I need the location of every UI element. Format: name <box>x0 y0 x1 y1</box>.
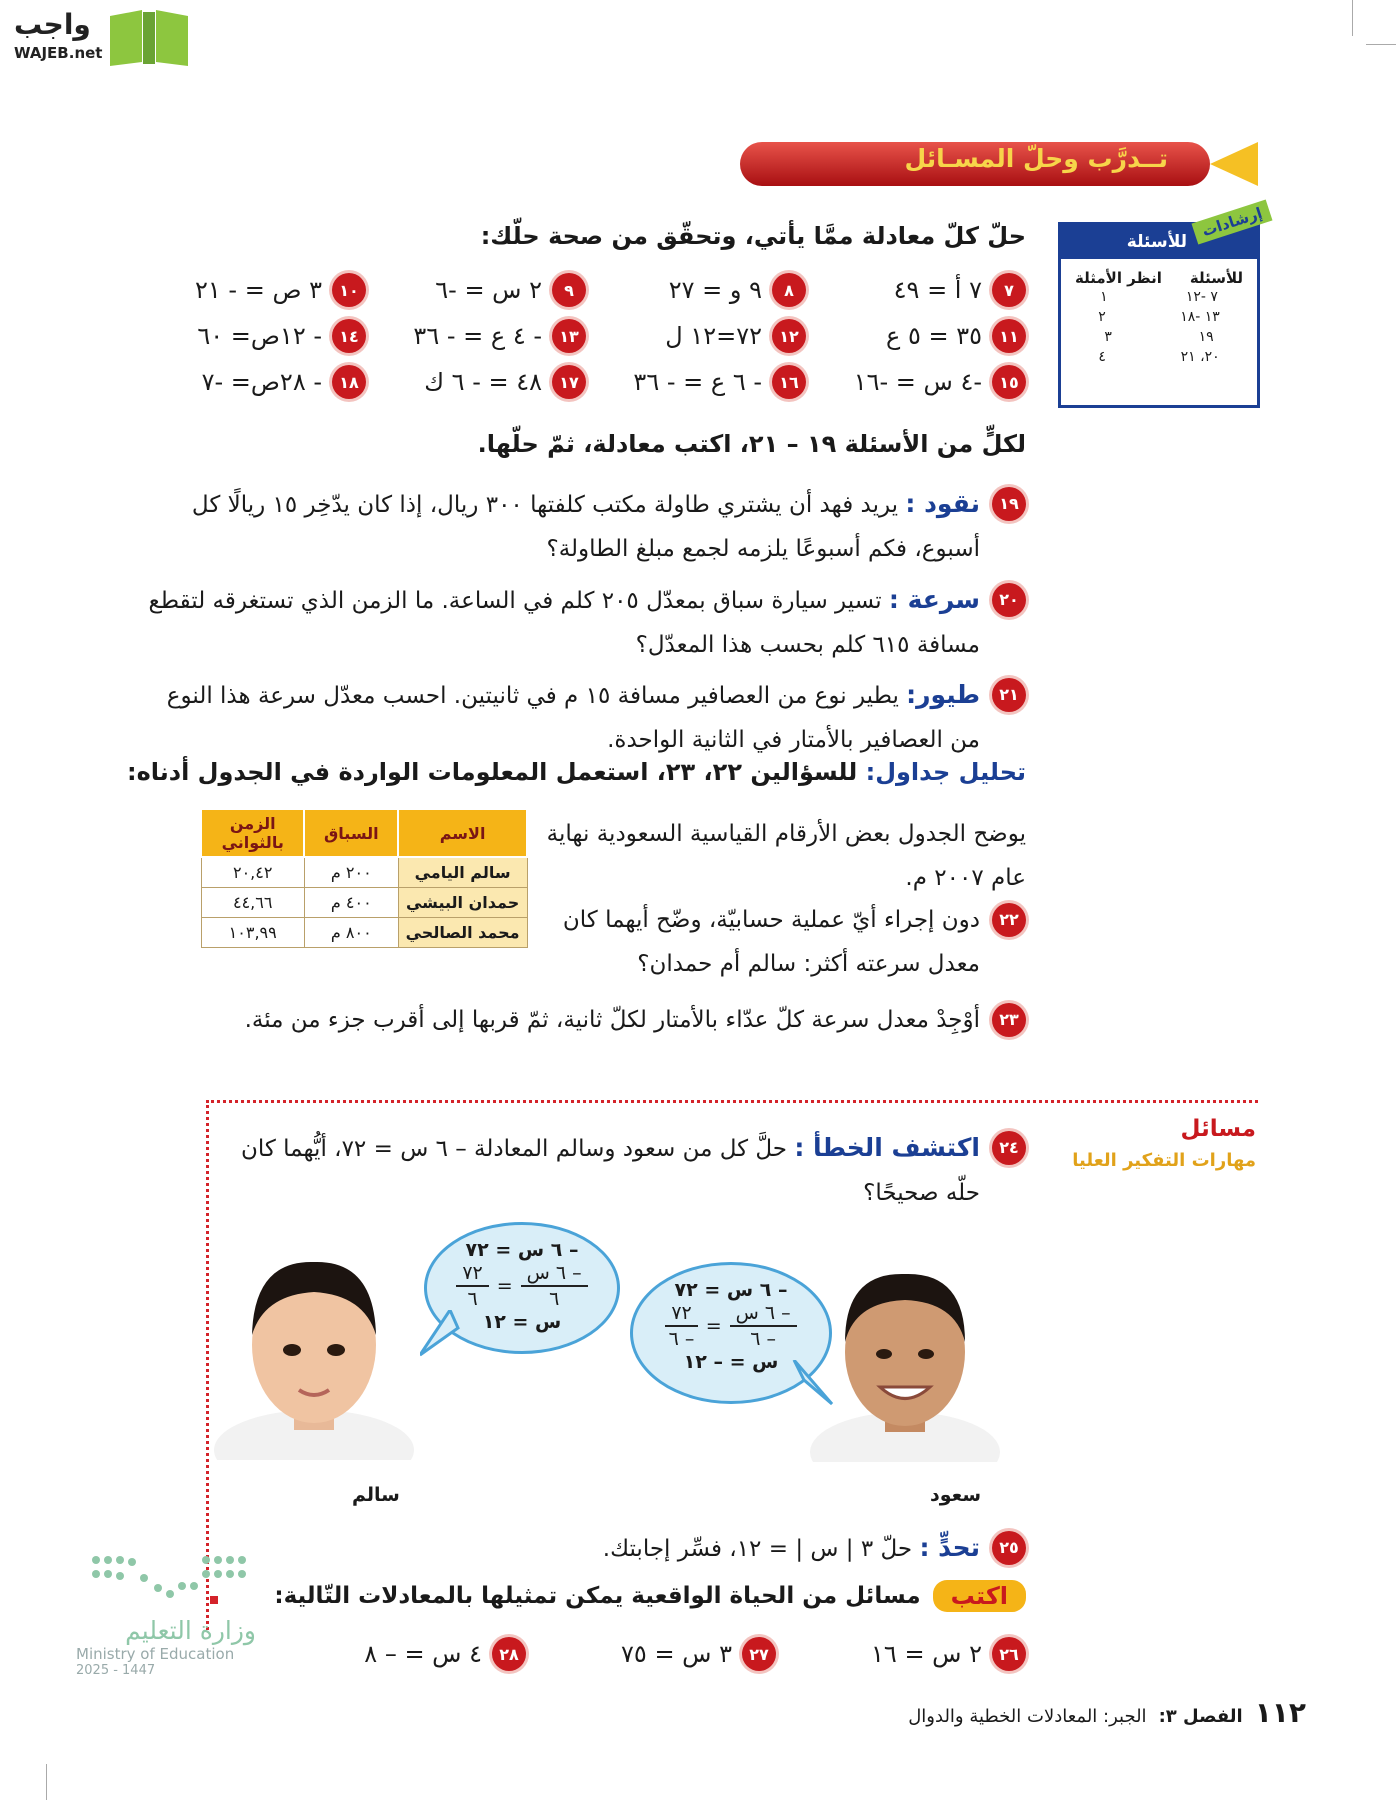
equation-text: ٩ و = ٢٧ <box>668 276 762 304</box>
wajeb-logo[interactable] <box>8 6 188 64</box>
hints-col-examples: انظر الأمثلة <box>1075 269 1162 287</box>
salem-eq-sign: = <box>496 1275 513 1297</box>
word-problem-number: ٢٠ <box>992 583 1026 617</box>
hints-box <box>1058 203 1265 408</box>
q25 <box>603 1526 1026 1571</box>
write-equation-text: ٢ س = ١٦ <box>871 1640 982 1668</box>
cell-name: سالم اليامي <box>398 857 527 888</box>
hints-row-example: ٤ <box>1098 349 1106 365</box>
equation-number: ١٣ <box>552 319 586 353</box>
ministry-logo <box>76 1550 256 1730</box>
write-equation-number: ٢٧ <box>742 1637 776 1671</box>
word-intro: لكلٍّ من الأسئلة ١٩ – ٢١، اكتب معادلة، ثمّ حلّها. <box>477 430 1026 458</box>
q22 <box>546 898 1026 986</box>
crop-mark <box>46 1764 47 1800</box>
q23-text: أوْجِدْ معدل سرعة كلّ عدّاء بالأمتار لكلّ ثانية، ثمّ قربها إلى أقرب جزء من مئة. <box>244 1007 980 1033</box>
hints-row <box>1061 307 1257 327</box>
q24-kw: اكتشف الخطأ : <box>794 1133 980 1162</box>
q25-kw: تحدٍّ : <box>919 1533 980 1562</box>
equation-text: - ٤ ع = - ٣٦ <box>413 322 542 350</box>
equation-number: ١٦ <box>772 365 806 399</box>
salem-line3: س = ١٢ <box>482 1311 562 1333</box>
equation-item <box>586 270 806 310</box>
ministry-en: Ministry of Education <box>76 1645 235 1663</box>
saud-frac-right <box>665 1301 697 1351</box>
tables-heading <box>127 758 1026 786</box>
salem-den-right: ٦ <box>467 1288 478 1310</box>
saud-den-right: – ٦ <box>668 1328 695 1350</box>
equation-text: - ٢٨ص= -٧ <box>201 368 322 396</box>
hints-row-questions: ٧ -١٢ <box>1185 289 1218 305</box>
page-number: ١١٢ <box>1254 1696 1306 1729</box>
equation-text: ٣ ص = - ٢١ <box>195 276 322 304</box>
salem-line1: – ٦ س = ٧٢ <box>465 1239 579 1261</box>
equation-item <box>146 316 366 356</box>
logo-text-en: WAJEB.net <box>14 44 103 62</box>
ministry-year: 2025 - 1447 <box>76 1663 156 1678</box>
equation-item <box>806 362 1026 402</box>
equation-item <box>146 270 366 310</box>
tables-heading-text: للسؤالين ٢٢، ٢٣، استعمل المعلومات الواردة في الجدول أدناه: <box>126 758 858 786</box>
write-badge: اكتب <box>933 1580 1026 1612</box>
name-saud: سعود <box>930 1484 982 1506</box>
hints-title: للأسئلة <box>1061 225 1257 259</box>
page-footer <box>908 1696 1306 1729</box>
word-problem-keyword: نقود : <box>905 489 980 518</box>
logo-text-ar: واجب <box>14 8 91 41</box>
hints-row-questions: ١٣ -١٨ <box>1180 309 1220 325</box>
section-banner <box>740 140 1258 184</box>
hints-row <box>1061 327 1257 347</box>
equation-text: ٣٥ = ٥ ع <box>886 322 982 350</box>
saud-eq-sign: = <box>705 1315 722 1337</box>
write-equation <box>776 1634 1026 1674</box>
word-problem-number: ٢١ <box>992 678 1026 712</box>
hints-tag: إرشادات <box>1191 199 1272 244</box>
hints-row-example: ١ <box>1100 289 1108 305</box>
write-equation-text: ٤ س = – ٨ <box>364 1640 482 1668</box>
equation-number: ١٢ <box>772 319 806 353</box>
word-problem-keyword: سرعة : <box>888 585 980 614</box>
cell-race: ٢٠٠ م <box>304 857 398 888</box>
equation-number: ١٤ <box>332 319 366 353</box>
equation-item <box>146 362 366 402</box>
name-salem: سالم <box>352 1484 400 1506</box>
word-problem <box>146 482 1026 571</box>
equation-item <box>366 316 586 356</box>
equation-item <box>586 362 806 402</box>
equation-number: ٧ <box>992 273 1026 307</box>
hints-col-questions: للأسئلة <box>1189 269 1244 287</box>
salem-frac-right <box>456 1261 488 1311</box>
equation-text: ٤٨ = - ٦ ك <box>424 368 542 396</box>
crop-mark <box>1352 0 1353 36</box>
cell-name: حمدان البيشي <box>398 888 527 918</box>
salem-num-right: ٧٢ <box>456 1261 488 1287</box>
records-table-wrap <box>200 808 528 948</box>
equation-text: - ١٢ص= ٦٠ <box>197 322 322 350</box>
equation-item <box>366 362 586 402</box>
ministry-ar: وزارة التعليم <box>125 1616 256 1645</box>
salem-frac-left <box>521 1261 588 1311</box>
word-problem-text: تسير سيارة سباق بمعدّل ٢٠٥ كلم في الساعة. ما الزمن الذي تستغرقه لتقطع مسافة ٦١٥ كلم بحسب هذا المعدّل؟ <box>148 588 980 658</box>
tables-heading-kw: تحليل جداول: <box>865 758 1026 786</box>
write-prompt <box>274 1580 1026 1612</box>
q22-text: دون إجراء أيّ عملية حسابيّة، وضّح أيهما كان معدل سرعته أكثر: سالم أم حمدان؟ <box>562 907 980 977</box>
saud-frac-left <box>730 1301 797 1351</box>
write-equation-text: ٣ س = ٧٥ <box>621 1640 732 1668</box>
saud-photo-icon <box>810 1252 1000 1462</box>
equation-text: ٢ س = -٦ <box>435 276 542 304</box>
cell-time: ١٠٣,٩٩ <box>201 918 304 948</box>
equation-number: ١٧ <box>552 365 586 399</box>
table-row <box>201 918 527 948</box>
word-problem <box>146 578 1026 667</box>
th-race: السباق <box>304 809 398 857</box>
word-problem <box>146 673 1026 762</box>
hints-row <box>1061 287 1257 307</box>
write-equation <box>276 1634 526 1674</box>
salem-bubble-tail-icon <box>420 1310 460 1360</box>
hints-row <box>1061 347 1257 367</box>
equation-text: ٧ أ = ٤٩ <box>893 276 982 304</box>
equation-number: ١٠ <box>332 273 366 307</box>
equation-text: ٧٢=١٢ ل <box>665 322 762 350</box>
equation-item <box>806 316 1026 356</box>
cell-race: ٨٠٠ م <box>304 918 398 948</box>
hints-row-example: ٢ <box>1098 309 1106 325</box>
word-problem-text: يريد فهد أن يشتري طاولة مكتب كلفتها ٣٠٠ ريال، إذا كان يدّخِر ١٥ ريالًا كل أسبوع، فكم أسبوعًا يلزمه لجمع مبلغ الطاولة؟ <box>191 492 980 562</box>
equation-row <box>146 362 1026 402</box>
table-intro: يوضح الجدول بعض الأرقام القياسية السعودية نهاية عام ٢٠٠٧ م. <box>546 821 1026 891</box>
word-problem-number: ١٩ <box>992 487 1026 521</box>
q25-number: ٢٥ <box>992 1531 1026 1565</box>
equation-item <box>366 270 586 310</box>
saud-den-left: – ٦ <box>750 1328 777 1350</box>
cell-race: ٤٠٠ م <box>304 888 398 918</box>
write-equation <box>526 1634 776 1674</box>
word-problem-keyword: طيور: <box>906 680 980 709</box>
hints-row-questions: ٢٠، ٢١ <box>1180 349 1220 365</box>
equation-number: ١١ <box>992 319 1026 353</box>
hints-row-questions: ١٩ <box>1198 329 1214 345</box>
q24 <box>226 1126 1026 1215</box>
equation-item <box>806 270 1026 310</box>
equation-number: ١٥ <box>992 365 1026 399</box>
salem-photo-icon <box>214 1240 414 1460</box>
chapter-title: الجبر: المعادلات الخطية والدوال <box>908 1706 1147 1727</box>
hots-title: مسائل <box>1180 1116 1256 1142</box>
equation-row <box>146 316 1026 356</box>
saud-line1: – ٦ س = ٧٢ <box>674 1279 788 1301</box>
equation-number: ١٨ <box>332 365 366 399</box>
q24-number: ٢٤ <box>992 1131 1026 1165</box>
salem-num-left: – ٦ س <box>521 1261 588 1287</box>
table-row <box>201 888 527 918</box>
word-problem-text: يطير نوع من العصافير مسافة ١٥ م في ثانيتين. احسب معدّل سرعة هذا النوع من العصافير بالأمتار في الثانية الواحدة. <box>166 683 980 753</box>
saud-num-right: ٧٢ <box>665 1301 697 1327</box>
write-equation-number: ٢٨ <box>492 1637 526 1671</box>
equation-text: - ٦ ع = - ٣٦ <box>633 368 762 396</box>
equation-number: ٩ <box>552 273 586 307</box>
chapter-label: الفصل ٣: <box>1158 1706 1243 1727</box>
records-table <box>200 808 528 948</box>
banner-title: تــدرَّب وحلّ المسـائل <box>904 144 1168 173</box>
equation-row <box>146 270 1026 310</box>
table-row <box>201 857 527 888</box>
cell-time: ٤٤,٦٦ <box>201 888 304 918</box>
hints-row-example: ٣ <box>1104 329 1112 345</box>
q25-text: حلّ ٣ | س | = ١٢، فسِّر إجابتك. <box>602 1536 913 1562</box>
ministry-dots-icon <box>86 1550 256 1610</box>
salem-den-left: ٦ <box>549 1288 560 1310</box>
saud-line3: س = – ١٢ <box>683 1351 779 1373</box>
write-equation-number: ٢٦ <box>992 1637 1026 1671</box>
hots-divider <box>206 1100 1258 1103</box>
saud-num-left: – ٦ س <box>730 1301 797 1327</box>
q23 <box>146 998 1026 1042</box>
th-time: الزمن بالثواني <box>201 809 304 857</box>
hots-subtitle: مهارات التفكير العليا <box>1072 1150 1256 1171</box>
equation-number: ٨ <box>772 273 806 307</box>
instructions: حلّ كلّ معادلة ممَّا يأتي، وتحقّق من صحة حلّك: <box>480 222 1026 250</box>
q23-number: ٢٣ <box>992 1003 1026 1037</box>
equation-item <box>586 316 806 356</box>
th-name: الاسم <box>398 809 527 857</box>
cell-time: ٢٠,٤٢ <box>201 857 304 888</box>
q24-text: حلَّ كل من سعود وسالم المعادلة – ٦ س = ٧٢، أيُّهما كان حلّه صحيحًا؟ <box>240 1136 980 1206</box>
crop-mark <box>1366 44 1396 45</box>
equation-text: -٤ س = -١٦ <box>853 368 982 396</box>
write-text: مسائل من الحياة الواقعية يمكن تمثيلها بالمعادلات التّالية: <box>274 1583 921 1609</box>
q22-number: ٢٢ <box>992 903 1026 937</box>
cell-name: محمد الصالحي <box>398 918 527 948</box>
